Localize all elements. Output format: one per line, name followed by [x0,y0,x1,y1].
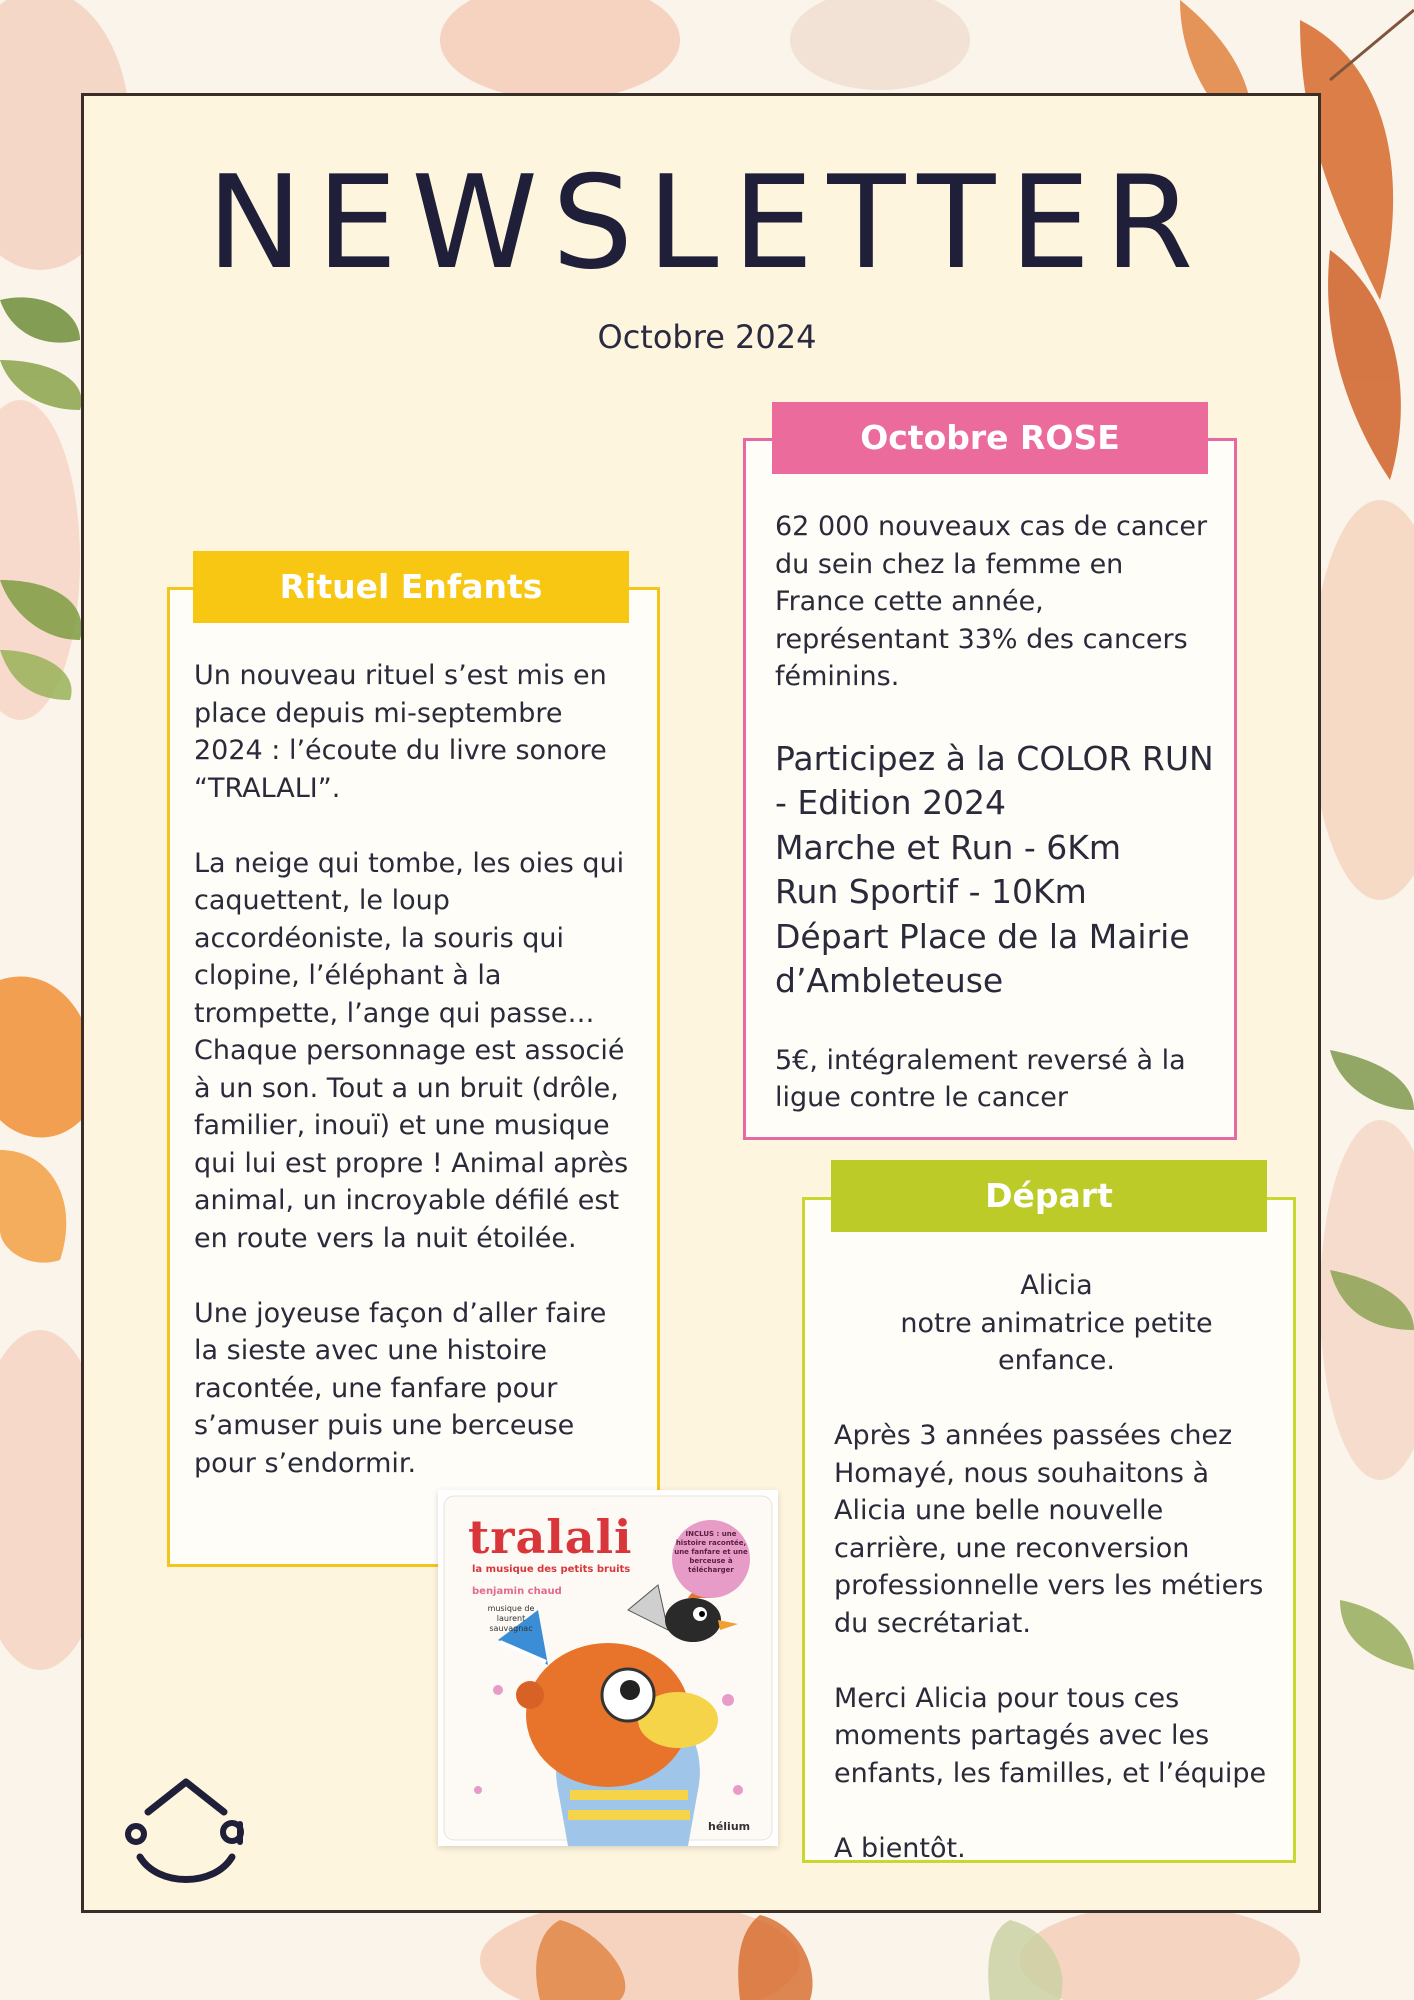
rose-event: Participez à la COLOR RUN - Edition 2024 [775,738,1214,822]
book-publisher: hélium [708,1820,751,1833]
rituel-paragraph-2: La neige qui tombe, les oies qui caquettent, le loup accordéoniste, la souris qui clopine, l’éléphant à la trompette, l’ange qui passe… Chaque personnage est associé à un son. Tout a un bruit (drôle, familier, inouï) et une musique qui lui est propre ! Animal après animal, un incroyable défilé est en route vers la nuit étoilée. [194,847,629,1254]
book-included-badge: INCLUS : une histoire racontée, une fanfare et une berceuse à télécharger [672,1520,750,1598]
depart-paragraph-2: Merci Alicia pour tous ces moments partagés avec les enfants, les familles, et l’équipe [834,1682,1267,1789]
rituel-enfants-body [194,657,639,1482]
rose-line-start: Départ Place de la Mairie d’Ambleteuse [775,916,1190,1000]
rituel-paragraph-3: Une joyeuse façon d’aller faire la sieste avec une histoire racontée, une fanfare pour s’amuser puis une berceuse pour s’endormir. [194,1297,607,1479]
rose-line-run: Run Sportif - 10Km [775,872,1087,911]
book-author: benjamin chaud [472,1586,562,1597]
depart-name: Alicia [1020,1270,1093,1301]
octobre-rose-body [775,508,1220,1117]
book-music-credit: musique de laurent sauvagnac [487,1604,535,1633]
newsletter-title: NEWSLETTER [206,149,1208,298]
depart-heading: Départ [831,1160,1267,1232]
rose-price: 5€, intégralement reversé à la ligue contre le cancer [775,1044,1186,1113]
octobre-rose-heading: Octobre ROSE [772,402,1208,474]
rituel-paragraph-1: Un nouveau rituel s’est mis en place depuis mi-septembre 2024 : l’écoute du livre sonore “TRALALI”. [194,660,607,804]
rose-line-walk: Marche et Run - 6Km [775,827,1122,867]
homaye-logo-icon [118,1772,254,1892]
rose-intro: 62 000 nouveaux cas de cancer du sein chez la femme en France cette année, représentant 33% des cancers féminins. [775,511,1208,692]
rituel-enfants-heading: Rituel Enfants [193,551,629,623]
book-subtitle: la musique des petits bruits [472,1564,631,1575]
depart-paragraph-3: A bientôt. [834,1832,966,1864]
depart-paragraph-1: Après 3 années passées chez Homayé, nous souhaitons à Alicia une belle nouvelle carrière, une reconversion professionnelle vers les métiers du secrétariat. [834,1420,1264,1639]
book-title: tralali [468,1510,633,1564]
depart-body [834,1267,1279,1867]
depart-role: notre animatrice petite enfance. [900,1307,1213,1376]
newsletter-date: Octobre 2024 [597,318,817,356]
tralali-book-cover [438,1490,778,1846]
